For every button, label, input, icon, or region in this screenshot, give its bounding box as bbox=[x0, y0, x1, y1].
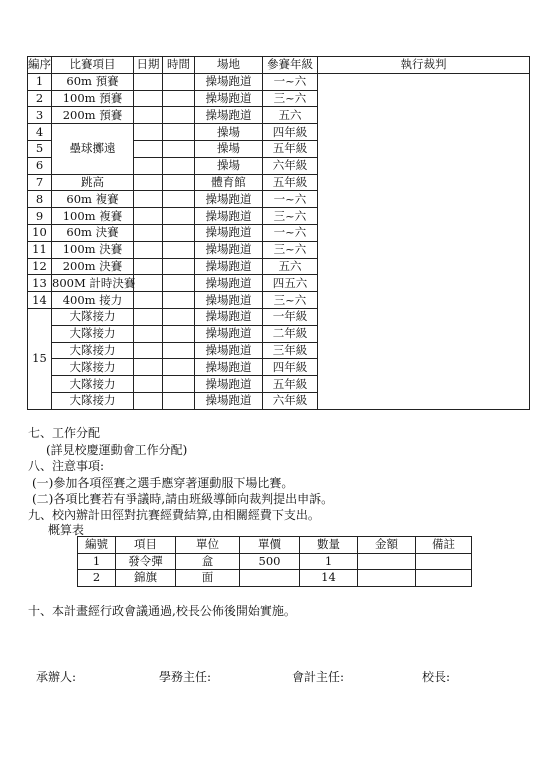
row-date bbox=[134, 157, 163, 174]
row-event: 大隊接力 bbox=[52, 392, 134, 409]
budget-price: 500 bbox=[240, 553, 300, 570]
budget-label: 概算表 bbox=[48, 523, 85, 537]
row-date bbox=[134, 359, 163, 376]
signature-principal: 校長: bbox=[422, 670, 451, 684]
section-7-note: (詳見校慶運動會工作分配) bbox=[46, 443, 188, 457]
budget-header-item: 項目 bbox=[116, 537, 176, 554]
header-event: 比賽項目 bbox=[52, 57, 134, 74]
row-grade: 四年級 bbox=[263, 359, 318, 376]
row-grade: 三~六 bbox=[263, 90, 318, 107]
row-grade: 二年級 bbox=[263, 325, 318, 342]
header-referee: 執行裁判 bbox=[318, 57, 530, 74]
header-date: 日期 bbox=[134, 57, 163, 74]
section-8-title: 八、注意事項: bbox=[28, 459, 105, 473]
row-index: 8 bbox=[28, 191, 52, 208]
row-event: 大隊接力 bbox=[52, 325, 134, 342]
row-date bbox=[134, 107, 163, 124]
row-venue: 操場跑道 bbox=[195, 241, 263, 258]
budget-table bbox=[77, 536, 472, 587]
row-date bbox=[134, 258, 163, 275]
signature-accounting: 會計主任: bbox=[292, 670, 345, 684]
row-venue: 操場跑道 bbox=[195, 107, 263, 124]
row-grade: 一~六 bbox=[263, 73, 318, 90]
row-time bbox=[163, 191, 195, 208]
row-index: 14 bbox=[28, 292, 52, 309]
row-index: 15 bbox=[28, 308, 52, 409]
row-grade: 四年級 bbox=[263, 124, 318, 141]
budget-unit: 盒 bbox=[176, 553, 240, 570]
row-event: 400m 接力 bbox=[52, 292, 134, 309]
row-grade: 五年級 bbox=[263, 174, 318, 191]
budget-no: 2 bbox=[78, 570, 116, 587]
section-7-title: 七、工作分配 bbox=[28, 426, 101, 440]
signature-organizer: 承辦人: bbox=[36, 670, 77, 684]
budget-item: 發令彈 bbox=[116, 553, 176, 570]
row-venue: 操場跑道 bbox=[195, 392, 263, 409]
row-grade: 五六 bbox=[263, 258, 318, 275]
budget-header-no: 編號 bbox=[78, 537, 116, 554]
row-date bbox=[134, 308, 163, 325]
row-time bbox=[163, 157, 195, 174]
row-event: 100m 複賽 bbox=[52, 208, 134, 225]
row-event: 壘球擲遠 bbox=[52, 124, 134, 174]
row-time bbox=[163, 73, 195, 90]
row-date bbox=[134, 241, 163, 258]
row-date bbox=[134, 191, 163, 208]
row-event: 200m 決賽 bbox=[52, 258, 134, 275]
row-date bbox=[134, 73, 163, 90]
section-8-item-1: (一)參加各項徑賽之選手應穿著運動服下場比賽。 bbox=[32, 476, 294, 490]
budget-note bbox=[416, 570, 472, 587]
row-event: 100m 預賽 bbox=[52, 90, 134, 107]
row-event: 800M 計時決賽 bbox=[52, 275, 136, 290]
row-venue: 操場跑道 bbox=[195, 325, 263, 342]
row-grade: 一~六 bbox=[263, 191, 318, 208]
row-grade: 三~六 bbox=[263, 241, 318, 258]
row-index: 9 bbox=[28, 208, 52, 225]
row-index: 1 bbox=[28, 73, 52, 90]
header-time: 時間 bbox=[163, 57, 195, 74]
row-grade: 一年級 bbox=[263, 308, 318, 325]
section-10-title: 十、本計畫經行政會議通過,校長公佈後開始實施。 bbox=[28, 604, 296, 618]
row-time bbox=[163, 275, 195, 292]
table-row bbox=[78, 553, 472, 570]
row-time bbox=[163, 359, 195, 376]
row-date bbox=[134, 292, 163, 309]
row-time bbox=[163, 258, 195, 275]
row-event: 100m 決賽 bbox=[52, 241, 134, 258]
row-index: 4 bbox=[28, 124, 52, 141]
row-venue: 操場跑道 bbox=[195, 292, 263, 309]
row-event: 60m 決賽 bbox=[52, 224, 134, 241]
row-index: 13 bbox=[28, 275, 52, 292]
row-event: 200m 預賽 bbox=[52, 107, 134, 124]
row-grade: 五年級 bbox=[263, 376, 318, 393]
row-time bbox=[163, 241, 195, 258]
budget-price bbox=[240, 570, 300, 587]
row-date bbox=[134, 275, 163, 292]
header-index: 編序 bbox=[28, 57, 51, 72]
row-time bbox=[163, 208, 195, 225]
row-time bbox=[163, 107, 195, 124]
row-time bbox=[163, 140, 195, 157]
budget-amount bbox=[358, 553, 416, 570]
row-time bbox=[163, 224, 195, 241]
row-date bbox=[134, 392, 163, 409]
row-grade: 五年級 bbox=[263, 140, 318, 157]
row-date bbox=[134, 342, 163, 359]
row-venue: 操場 bbox=[195, 157, 263, 174]
budget-no: 1 bbox=[78, 553, 116, 570]
row-time bbox=[163, 376, 195, 393]
row-date bbox=[134, 208, 163, 225]
row-venue: 操場跑道 bbox=[195, 359, 263, 376]
row-date bbox=[134, 376, 163, 393]
budget-header-unit: 單位 bbox=[176, 537, 240, 554]
signature-academic: 學務主任: bbox=[159, 670, 212, 684]
row-grade: 六年級 bbox=[263, 157, 318, 174]
row-index: 10 bbox=[28, 224, 52, 241]
row-time bbox=[163, 308, 195, 325]
row-grade: 四五六 bbox=[263, 275, 318, 292]
budget-header-amount: 金額 bbox=[358, 537, 416, 554]
budget-header-price: 單價 bbox=[240, 537, 300, 554]
budget-qty: 1 bbox=[300, 553, 358, 570]
row-index: 3 bbox=[28, 107, 52, 124]
row-event: 大隊接力 bbox=[52, 342, 134, 359]
row-venue: 操場跑道 bbox=[195, 73, 263, 90]
table-row bbox=[78, 570, 472, 587]
row-index: 2 bbox=[28, 90, 52, 107]
row-time bbox=[163, 174, 195, 191]
table-row bbox=[28, 73, 530, 90]
budget-qty: 14 bbox=[300, 570, 358, 587]
budget-header-row bbox=[78, 537, 472, 554]
row-event: 60m 預賽 bbox=[52, 73, 134, 90]
row-venue: 操場跑道 bbox=[195, 90, 263, 107]
events-table bbox=[27, 56, 530, 410]
row-index: 7 bbox=[28, 174, 52, 191]
budget-header-note: 備註 bbox=[416, 537, 472, 554]
row-date bbox=[134, 174, 163, 191]
row-time bbox=[163, 124, 195, 141]
budget-unit: 面 bbox=[176, 570, 240, 587]
section-9-title: 九、校內辦計田徑對抗賽經費結算,由相關經費下支出。 bbox=[28, 508, 320, 522]
budget-note bbox=[416, 553, 472, 570]
row-venue: 操場跑道 bbox=[195, 275, 263, 292]
row-event: 大隊接力 bbox=[52, 308, 134, 325]
row-grade: 六年級 bbox=[263, 392, 318, 409]
row-venue: 操場跑道 bbox=[195, 191, 263, 208]
row-event: 大隊接力 bbox=[52, 359, 134, 376]
row-venue: 操場跑道 bbox=[195, 342, 263, 359]
row-event: 60m 複賽 bbox=[52, 191, 134, 208]
row-time bbox=[163, 292, 195, 309]
header-venue: 場地 bbox=[195, 57, 263, 74]
row-date bbox=[134, 325, 163, 342]
budget-header-qty: 數量 bbox=[300, 537, 358, 554]
row-venue: 操場跑道 bbox=[195, 308, 263, 325]
row-event: 跳高 bbox=[52, 174, 134, 191]
row-date bbox=[134, 140, 163, 157]
row-venue: 操場跑道 bbox=[195, 208, 263, 225]
row-grade: 五六 bbox=[263, 107, 318, 124]
section-8-item-2: (二)各項比賽若有爭議時,請由班級導師向裁判提出申訴。 bbox=[32, 492, 334, 506]
row-grade: 一~六 bbox=[263, 224, 318, 241]
row-time bbox=[163, 342, 195, 359]
referee-column bbox=[318, 73, 530, 409]
row-date bbox=[134, 224, 163, 241]
row-venue: 操場 bbox=[195, 124, 263, 141]
row-grade: 三~六 bbox=[263, 292, 318, 309]
row-date bbox=[134, 124, 163, 141]
header-grade: 參賽年級 bbox=[263, 57, 318, 74]
events-header-row bbox=[28, 57, 530, 74]
row-venue: 操場 bbox=[195, 140, 263, 157]
row-index: 11 bbox=[28, 241, 52, 258]
row-grade: 三年級 bbox=[263, 342, 318, 359]
budget-item: 錦旗 bbox=[116, 570, 176, 587]
row-venue: 體育館 bbox=[195, 174, 263, 191]
row-time bbox=[163, 325, 195, 342]
row-event: 大隊接力 bbox=[52, 376, 134, 393]
row-grade: 三~六 bbox=[263, 208, 318, 225]
row-time bbox=[163, 90, 195, 107]
row-index: 6 bbox=[28, 157, 52, 174]
row-date bbox=[134, 90, 163, 107]
row-venue: 操場跑道 bbox=[195, 258, 263, 275]
row-venue: 操場跑道 bbox=[195, 376, 263, 393]
row-index: 5 bbox=[28, 140, 52, 157]
budget-body bbox=[78, 553, 472, 586]
events-body bbox=[28, 73, 530, 409]
budget-amount bbox=[358, 570, 416, 587]
row-time bbox=[163, 392, 195, 409]
row-venue: 操場跑道 bbox=[195, 224, 263, 241]
row-index: 12 bbox=[28, 258, 52, 275]
